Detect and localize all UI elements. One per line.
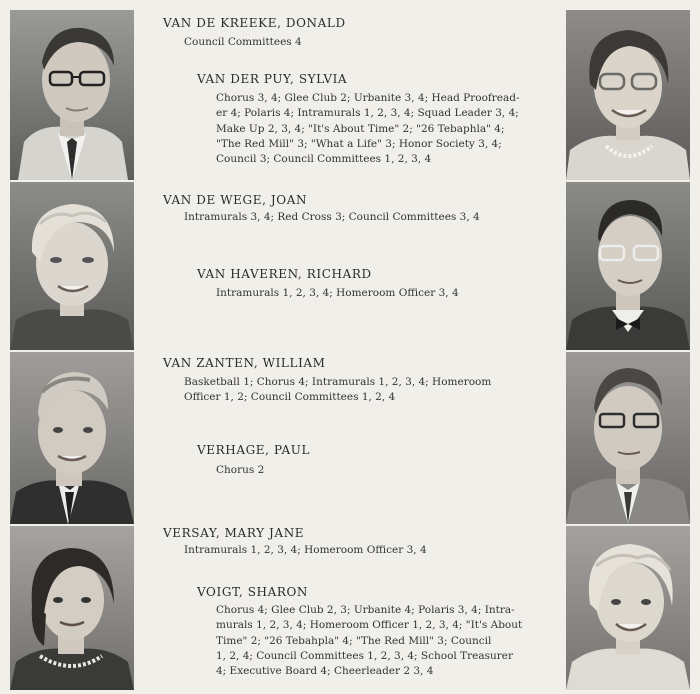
- portrait-image: [566, 10, 690, 180]
- portrait-image: [10, 182, 134, 350]
- portrait-voigt-sharon: [566, 526, 690, 690]
- portrait-van-zanten-william: [10, 352, 134, 524]
- student-name: VAN ZANTEN, WILLIAM: [163, 356, 326, 370]
- student-name: VOIGT, SHARON: [197, 585, 309, 599]
- portrait-van-haveren-richard: [566, 182, 690, 350]
- portrait-image: [566, 182, 690, 350]
- student-activities: [184, 375, 524, 406]
- portrait-image: [10, 352, 134, 524]
- student-name: VERHAGE, PAUL: [197, 443, 311, 457]
- portrait-image: [566, 352, 690, 524]
- activities-line: er 4; Polaris 4; Intramurals 1, 2, 3, 4; Squad Leader 3, 4;: [216, 107, 519, 120]
- activities-line: 1, 2, 4; Council Committees 1, 2, 3, 4; School Treasurer: [216, 649, 513, 662]
- student-activities: [184, 210, 544, 225]
- student-activities: [216, 603, 546, 679]
- activities-line: 4; Executive Board 4; Cheerleader 2 3, 4: [216, 665, 434, 678]
- activities-line: "The Red Mill" 3; "What a Life" 3; Honor Society 3, 4;: [216, 137, 502, 150]
- activities-line: Chorus 2: [216, 464, 265, 476]
- activities-line: Chorus 3, 4; Glee Club 2; Urbanite 3, 4; Head Proofread-: [216, 92, 520, 104]
- student-name: VAN DE KREEKE, DONALD: [163, 16, 346, 30]
- portrait-van-de-wege-joan: [10, 182, 134, 350]
- student-name: VAN HAVEREN, RICHARD: [197, 267, 372, 281]
- activities-line: Intramurals 1, 2, 3, 4; Homeroom Officer 3, 4: [184, 544, 427, 556]
- portrait-verhage-paul: [566, 352, 690, 524]
- activities-line: Intramurals 3, 4; Red Cross 3; Council Committees 3, 4: [184, 211, 480, 223]
- activities-line: murals 1, 2, 3, 4; Homeroom Officer 1, 2, 3, 4; "It's About: [216, 619, 523, 632]
- student-name: VAN DER PUY, SYLVIA: [197, 72, 348, 86]
- student-activities: [216, 286, 536, 301]
- activities-line: Time" 2; "26 Tebahpla" 4; "The Red Mill" 3; Council: [216, 634, 492, 647]
- portrait-image: [10, 10, 134, 180]
- portrait-van-der-puy-sylvia: [566, 10, 690, 180]
- activities-line: Chorus 4; Glee Club 2, 3; Urbanite 4; Polaris 3, 4; Intra-: [216, 604, 515, 616]
- portrait-image: [10, 526, 134, 690]
- activities-line: Make Up 2, 3, 4; "It's About Time" 2; "26 Tebaphla" 4;: [216, 122, 505, 135]
- portrait-image: [566, 526, 690, 690]
- student-activities: [184, 35, 504, 50]
- student-name: VERSAY, MARY JANE: [163, 526, 305, 540]
- student-name: VAN DE WEGE, JOAN: [163, 193, 308, 207]
- activities-line: Basketball 1; Chorus 4; Intramurals 1, 2, 3, 4; Homeroom: [184, 376, 492, 388]
- activities-line: Intramurals 1, 2, 3, 4; Homeroom Officer 3, 4: [216, 287, 459, 299]
- activities-line: Council Committees 4: [184, 36, 302, 48]
- portrait-versay-mary-jane: [10, 526, 134, 690]
- portrait-van-de-kreeke-donald: [10, 10, 134, 180]
- student-activities: [216, 463, 416, 478]
- student-activities: [216, 91, 546, 167]
- activities-line: Officer 1, 2; Council Committees 1, 2, 4: [184, 391, 396, 404]
- student-activities: [184, 543, 504, 558]
- activities-line: Council 3; Council Committees 1, 2, 3, 4: [216, 153, 432, 166]
